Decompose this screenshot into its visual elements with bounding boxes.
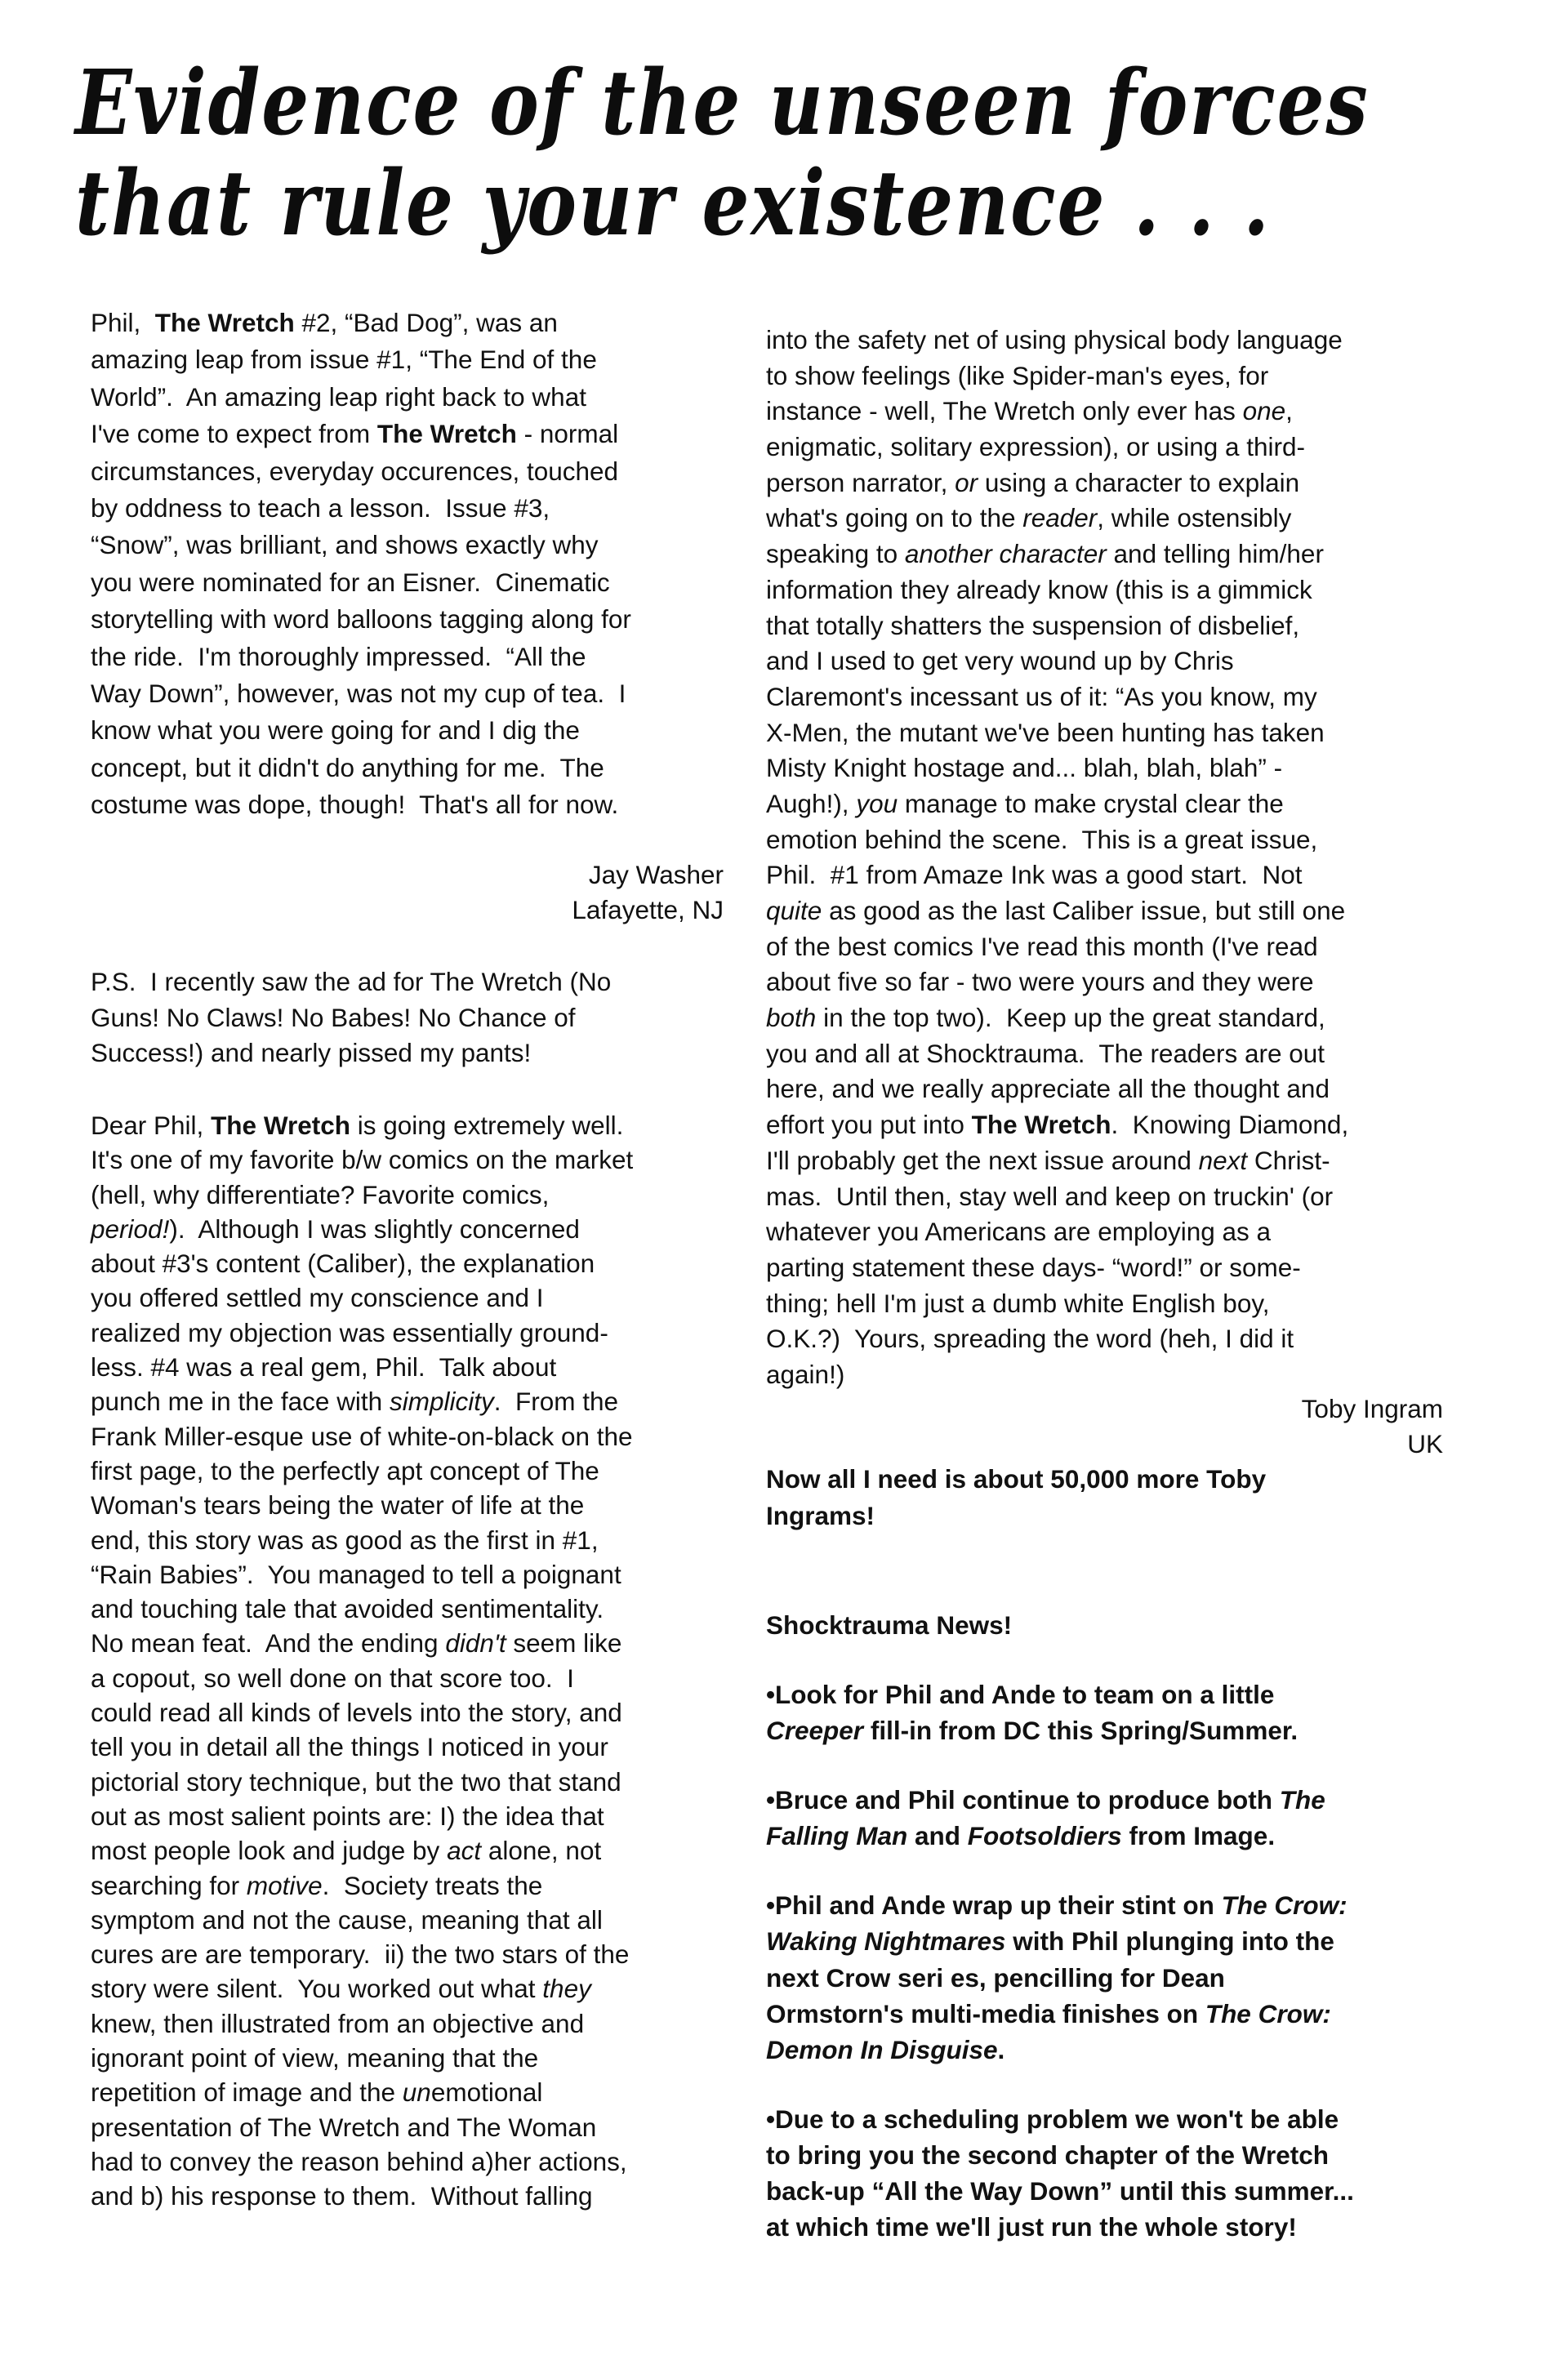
text-line bbox=[91, 1316, 633, 1350]
text-line bbox=[91, 1833, 633, 1868]
bold-text: The Wretch bbox=[971, 1110, 1111, 1140]
text-segment: out as most salient points are: I) the idea that bbox=[91, 1801, 604, 1831]
text-segment: P.S. I recently saw the ad for The Wretch (No bbox=[91, 967, 612, 996]
text-segment: searching for bbox=[91, 1870, 247, 1900]
text-segment: No mean feat. And the ending bbox=[91, 1628, 446, 1659]
text-line bbox=[766, 964, 1348, 1000]
text-line bbox=[91, 1212, 633, 1246]
text-line bbox=[91, 453, 631, 490]
italic-text: motive bbox=[246, 1870, 323, 1900]
text-segment: here, and we really appreciate all the thought and bbox=[766, 1074, 1330, 1104]
text-line bbox=[91, 786, 631, 823]
text-segment: fill-in from DC this Spring/Summer. bbox=[863, 1716, 1298, 1745]
text-segment: cures are are temporary. ii) the two stars of the bbox=[91, 1939, 630, 1970]
text-segment: by oddness to teach a lesson. Issue #3, bbox=[91, 492, 550, 523]
text-segment: with Phil plunging into the bbox=[1005, 1926, 1334, 1957]
text-line bbox=[766, 643, 1348, 679]
text-line bbox=[91, 2144, 633, 2179]
text-segment: manage to make crystal clear the bbox=[898, 788, 1284, 818]
text-segment: and I used to get very wound up by Chris bbox=[766, 646, 1234, 676]
text-line bbox=[766, 465, 1348, 501]
text-line bbox=[91, 1937, 633, 1971]
text-line bbox=[766, 1461, 1266, 1498]
italic-text: Footsoldiers bbox=[967, 1821, 1122, 1850]
text-line bbox=[766, 2209, 1354, 2245]
italic-text: Waking Nightmares bbox=[766, 1926, 1006, 1957]
italic-text: both bbox=[766, 1003, 817, 1033]
text-line bbox=[766, 2173, 1354, 2209]
text-segment: •Phil and Ande wrap up their stint on bbox=[766, 1890, 1222, 1920]
text-line bbox=[91, 2179, 633, 2213]
text-line bbox=[91, 1142, 633, 1177]
text-line bbox=[91, 1350, 633, 1384]
text-segment: #2, “Bad Dog”, was an bbox=[294, 308, 558, 337]
text-line bbox=[766, 1498, 1266, 1534]
text-line bbox=[766, 537, 1348, 572]
text-line bbox=[766, 1887, 1348, 1923]
text-segment: into the safety net of using physical body language bbox=[766, 325, 1343, 354]
text-line bbox=[766, 1286, 1348, 1322]
text-segment: storytelling with word balloons tagging along for bbox=[91, 604, 631, 635]
text-line bbox=[766, 1712, 1298, 1748]
italic-text: didn't bbox=[445, 1628, 506, 1659]
text-segment: Woman's tears being the water of life at the bbox=[91, 1490, 585, 1521]
text-segment: •Look for Phil and Ande to team on a little bbox=[766, 1680, 1275, 1709]
text-line bbox=[766, 1321, 1348, 1357]
text-line bbox=[766, 1923, 1348, 1959]
text-line bbox=[91, 1903, 633, 1937]
text-segment: repetition of image and the bbox=[91, 2077, 403, 2108]
text-segment: circumstances, everyday occurences, touched bbox=[91, 456, 619, 486]
text-line bbox=[91, 675, 631, 712]
text-line bbox=[766, 1996, 1348, 2032]
italic-text: simplicity bbox=[389, 1387, 494, 1417]
text-segment: and telling him/her bbox=[1106, 539, 1324, 569]
italic-text: Falling Man bbox=[766, 1821, 908, 1850]
text-segment: Shocktrauma News! bbox=[766, 1610, 1013, 1640]
text-line bbox=[91, 305, 631, 341]
italic-text: another character bbox=[904, 539, 1107, 569]
text-line bbox=[91, 1868, 633, 1903]
text-segment: O.K.?) Yours, spreading the word (heh, I did it bbox=[766, 1324, 1294, 1354]
italic-text: they bbox=[542, 1974, 591, 2004]
text-segment: Success!) and nearly pissed my pants! bbox=[91, 1038, 532, 1067]
text-segment: Claremont's incessant us of it: “As you know, my bbox=[766, 681, 1317, 711]
headline-line-1: Evidence of the unseen forces bbox=[75, 51, 1370, 156]
text-segment: realized my objection was essentially ground- bbox=[91, 1317, 608, 1347]
text-line bbox=[766, 857, 1348, 893]
news-item-3 bbox=[766, 1887, 1348, 2068]
text-segment: speaking to bbox=[766, 539, 905, 569]
text-segment: a copout, so well done on that score too. I bbox=[91, 1663, 574, 1693]
text-line bbox=[766, 1179, 1348, 1215]
text-line bbox=[91, 1280, 633, 1315]
text-segment: Augh!), bbox=[766, 788, 857, 818]
text-segment: ignorant point of view, meaning that the bbox=[91, 2043, 539, 2073]
text-line bbox=[766, 323, 1348, 358]
news-item-1 bbox=[766, 1676, 1298, 1748]
text-segment: presentation of The Wretch and The Woman bbox=[91, 2112, 597, 2142]
text-segment: and touching tale that avoided sentimentality. bbox=[91, 1594, 604, 1624]
text-segment: next Crow seri es, pencilling for Dean bbox=[766, 1962, 1225, 1993]
text-segment: . Society treats the bbox=[322, 1870, 543, 1900]
text-segment: is going extremely well. bbox=[350, 1111, 624, 1140]
text-line bbox=[766, 1607, 1012, 1643]
text-line bbox=[766, 1000, 1348, 1036]
text-segment: •Bruce and Phil continue to produce both bbox=[766, 1785, 1280, 1815]
text-line bbox=[91, 1765, 633, 1799]
text-line bbox=[766, 1676, 1298, 1712]
text-segment: end, this story was as good as the first in #1, bbox=[91, 1525, 599, 1555]
text-segment: pictorial story technique, but the two that stand bbox=[91, 1766, 621, 1797]
text-line bbox=[766, 1357, 1348, 1393]
bold-text: The Wretch bbox=[154, 308, 295, 337]
text-line bbox=[91, 1626, 633, 1660]
text-line bbox=[91, 1246, 633, 1280]
text-line bbox=[766, 1818, 1325, 1854]
text-segment: know what you were going for and I dig the bbox=[91, 715, 580, 746]
text-line bbox=[91, 416, 631, 452]
text-segment: the ride. I'm thoroughly impressed. “All the bbox=[91, 641, 586, 671]
text-segment: instance - well, The Wretch only ever has bbox=[766, 396, 1243, 426]
text-line bbox=[766, 750, 1348, 786]
text-segment: back-up “All the Way Down” until this summer... bbox=[766, 2176, 1354, 2206]
italic-text: Creeper bbox=[766, 1716, 864, 1745]
text-line bbox=[766, 893, 1348, 929]
text-segment: Frank Miller-esque use of white-on-black on the bbox=[91, 1421, 633, 1451]
text-line bbox=[91, 1557, 633, 1592]
text-segment: emotion behind the scene. This is a great issue, bbox=[766, 824, 1318, 854]
letter-1 bbox=[91, 305, 631, 823]
italic-text: The bbox=[1279, 1785, 1325, 1815]
text-segment: you offered settled my conscience and I bbox=[91, 1283, 544, 1313]
news-item-2 bbox=[766, 1782, 1325, 1854]
text-line bbox=[766, 1071, 1348, 1107]
text-line bbox=[91, 1971, 633, 2006]
text-line bbox=[766, 679, 1348, 715]
text-line bbox=[1302, 1427, 1443, 1462]
text-line bbox=[766, 501, 1348, 537]
text-line bbox=[766, 1107, 1348, 1143]
italic-text: Demon In Disguise bbox=[766, 2035, 998, 2065]
text-line bbox=[91, 1178, 633, 1212]
text-line bbox=[91, 490, 631, 527]
italic-text: un bbox=[402, 2077, 431, 2108]
text-segment: , while ostensibly bbox=[1097, 503, 1292, 533]
text-line bbox=[91, 750, 631, 786]
text-segment: enigmatic, solitary expression), or using a third- bbox=[766, 432, 1306, 462]
text-segment: from Image. bbox=[1121, 1821, 1276, 1850]
text-segment: information they already know (this is a gimmick bbox=[766, 574, 1312, 604]
text-segment: about five so far - two were yours and they were bbox=[766, 967, 1314, 997]
text-segment: what's going on to the bbox=[766, 503, 1023, 533]
text-line bbox=[766, 1036, 1348, 1072]
text-segment: •Due to a scheduling problem we won't be able bbox=[766, 2104, 1339, 2134]
text-segment: Toby Ingram bbox=[1301, 1394, 1443, 1423]
bold-text: The Wretch bbox=[376, 419, 517, 449]
text-segment: of the best comics I've read this month (I've read bbox=[766, 931, 1318, 961]
text-segment: symptom and not the cause, meaning that all bbox=[91, 1904, 603, 1935]
text-segment: (hell, why differentiate? Favorite comics, bbox=[91, 1179, 550, 1209]
text-segment: again!) bbox=[766, 1359, 845, 1389]
text-segment: Lafayette, NJ bbox=[572, 895, 724, 924]
text-segment: in the top two). Keep up the great standard, bbox=[816, 1003, 1325, 1033]
text-line bbox=[766, 572, 1348, 608]
text-segment: , bbox=[1285, 396, 1293, 426]
text-segment: “Rain Babies”. You managed to tell a poignant bbox=[91, 1559, 621, 1589]
text-segment: - normal bbox=[516, 419, 619, 449]
italic-text: one bbox=[1242, 396, 1286, 426]
text-line bbox=[91, 1384, 633, 1418]
text-segment: at which time we'll just run the whole story! bbox=[766, 2212, 1297, 2242]
text-line bbox=[766, 2101, 1354, 2137]
text-line bbox=[766, 608, 1348, 644]
text-line bbox=[572, 893, 724, 928]
text-line bbox=[91, 964, 611, 1000]
text-line bbox=[91, 2110, 633, 2144]
text-line bbox=[91, 2075, 633, 2109]
text-segment: most people look and judge by bbox=[91, 1836, 448, 1866]
text-line bbox=[91, 1799, 633, 1833]
bold-text: The Wretch bbox=[211, 1111, 351, 1140]
text-line bbox=[766, 786, 1348, 822]
italic-text: period! bbox=[91, 1213, 170, 1244]
text-line bbox=[91, 1661, 633, 1695]
text-line bbox=[91, 1419, 633, 1454]
text-segment: and b) his response to them. Without falling bbox=[91, 2181, 593, 2211]
text-segment: costume was dope, though! That's all for now. bbox=[91, 790, 619, 820]
text-line bbox=[766, 430, 1348, 465]
news-item-4 bbox=[766, 2101, 1354, 2245]
text-line bbox=[91, 564, 631, 601]
text-line bbox=[766, 394, 1348, 430]
italic-text: or bbox=[955, 467, 978, 497]
italic-text: act bbox=[447, 1836, 482, 1866]
text-line bbox=[91, 2041, 633, 2075]
text-line bbox=[91, 379, 631, 416]
text-line bbox=[766, 822, 1348, 858]
text-line bbox=[91, 1592, 633, 1626]
text-line bbox=[91, 1454, 633, 1488]
text-segment: ). Although I was slightly concerned bbox=[169, 1213, 580, 1244]
text-segment: . From the bbox=[493, 1387, 619, 1417]
italic-text: next bbox=[1198, 1145, 1248, 1175]
italic-text: The Crow: bbox=[1205, 1998, 1331, 2028]
text-line bbox=[572, 857, 724, 893]
text-line bbox=[766, 1250, 1348, 1286]
text-segment: person narrator, bbox=[766, 467, 956, 497]
text-segment: you were nominated for an Eisner. Cinematic bbox=[91, 567, 610, 597]
text-line bbox=[766, 1782, 1325, 1818]
text-line bbox=[766, 1214, 1348, 1250]
text-segment: effort you put into bbox=[766, 1110, 972, 1140]
text-line bbox=[91, 341, 631, 378]
text-segment: about #3's content (Caliber), the explanation bbox=[91, 1249, 595, 1279]
text-segment: to show feelings (like Spider-man's eyes, for bbox=[766, 360, 1269, 390]
text-line bbox=[766, 1960, 1348, 1996]
text-segment: “Snow”, was brilliant, and shows exactly why bbox=[91, 530, 599, 560]
text-segment: amazing leap from issue #1, “The End of the bbox=[91, 345, 597, 375]
text-segment: had to convey the reason behind a)her actions, bbox=[91, 2146, 627, 2176]
text-line bbox=[91, 1035, 611, 1071]
text-segment: I've come to expect from bbox=[91, 419, 377, 449]
text-segment: Jay Washer bbox=[588, 860, 724, 889]
text-line bbox=[766, 2137, 1354, 2173]
text-segment: using a character to explain bbox=[978, 467, 1300, 497]
text-segment: you and all at Shocktrauma. The readers are out bbox=[766, 1038, 1325, 1068]
text-segment: . bbox=[997, 2035, 1005, 2065]
text-segment: thing; hell I'm just a dumb white English boy, bbox=[766, 1288, 1270, 1318]
text-line bbox=[91, 2006, 633, 2041]
text-line bbox=[91, 1108, 633, 1142]
text-segment: could read all kinds of levels into the story, and bbox=[91, 1698, 622, 1728]
text-segment: It's one of my favorite b/w comics on the market bbox=[91, 1145, 634, 1175]
text-segment: Now all I need is about 50,000 more Toby bbox=[766, 1464, 1267, 1494]
text-line bbox=[91, 527, 631, 563]
text-segment: concept, but it didn't do anything for me. The bbox=[91, 752, 604, 782]
italic-text: quite bbox=[766, 896, 822, 925]
text-line bbox=[766, 1143, 1348, 1179]
text-line bbox=[91, 1730, 633, 1764]
text-line bbox=[91, 712, 631, 749]
text-line bbox=[91, 1000, 611, 1036]
text-segment: Ormstorn's multi-media finishes on bbox=[766, 1998, 1205, 2028]
letter-2-continued bbox=[766, 323, 1348, 1393]
text-segment: Misty Knight hostage and... blah, blah, blah” - bbox=[766, 753, 1283, 783]
text-line bbox=[91, 601, 631, 638]
text-segment: Christ- bbox=[1247, 1145, 1330, 1175]
text-segment: Phil. #1 from Amaze Ink was a good start. Not bbox=[766, 860, 1303, 890]
text-segment: World”. An amazing leap right back to what bbox=[91, 381, 586, 412]
text-segment: that totally shatters the suspension of disbelief, bbox=[766, 610, 1300, 640]
text-segment: first page, to the perfectly apt concept of The bbox=[91, 1455, 599, 1485]
text-segment: mas. Until then, stay well and keep on truckin' (or bbox=[766, 1181, 1334, 1211]
text-segment: as good as the last Caliber issue, but still one bbox=[822, 896, 1346, 925]
text-line bbox=[1302, 1392, 1443, 1427]
news-heading bbox=[766, 1607, 1012, 1643]
signature-2 bbox=[1302, 1392, 1443, 1462]
text-segment: less. #4 was a real gem, Phil. Talk about bbox=[91, 1352, 557, 1383]
italic-text: The Crow: bbox=[1221, 1890, 1348, 1920]
text-line bbox=[766, 715, 1348, 751]
text-segment: Ingrams! bbox=[766, 1501, 875, 1530]
text-segment: UK bbox=[1407, 1429, 1443, 1458]
text-segment: and bbox=[907, 1821, 968, 1850]
text-segment: emotional bbox=[430, 2077, 543, 2108]
text-line bbox=[91, 1523, 633, 1557]
letter-2 bbox=[91, 1108, 633, 2214]
text-line bbox=[766, 358, 1348, 394]
text-segment: Dear Phil, bbox=[91, 1111, 212, 1140]
text-segment: to bring you the second chapter of the Wretch bbox=[766, 2140, 1329, 2170]
text-segment: story were silent. You worked out what bbox=[91, 1974, 543, 2004]
postscript bbox=[91, 964, 611, 1071]
text-segment: Guns! No Claws! No Babes! No Chance of bbox=[91, 1002, 576, 1032]
text-line bbox=[766, 2032, 1348, 2068]
headline-line-2: that rule your existence . . . bbox=[75, 151, 1271, 256]
text-line bbox=[91, 1488, 633, 1522]
editor-reply bbox=[766, 1461, 1266, 1534]
text-segment: . Knowing Diamond, bbox=[1111, 1110, 1349, 1140]
signature-1 bbox=[572, 857, 724, 928]
text-line bbox=[91, 1695, 633, 1730]
text-segment: I'll probably get the next issue around bbox=[766, 1145, 1199, 1175]
text-segment: parting statement these days- “word!” or some- bbox=[766, 1252, 1301, 1282]
text-segment: punch me in the face with bbox=[91, 1387, 390, 1417]
text-line bbox=[91, 639, 631, 675]
text-segment: whatever you Americans are employing as a bbox=[766, 1217, 1272, 1247]
text-segment: X-Men, the mutant we've been hunting has taken bbox=[766, 717, 1325, 747]
text-segment: knew, then illustrated from an objective and bbox=[91, 2008, 585, 2038]
text-segment: tell you in detail all the things I noticed in your bbox=[91, 1732, 608, 1762]
italic-text: reader bbox=[1022, 503, 1098, 533]
text-line bbox=[766, 929, 1348, 965]
text-segment: alone, not bbox=[481, 1836, 602, 1866]
italic-text: you bbox=[856, 788, 898, 818]
text-segment: Way Down”, however, was not my cup of tea. I bbox=[91, 678, 626, 708]
text-segment: Phil, bbox=[91, 308, 155, 337]
text-segment: seem like bbox=[506, 1628, 622, 1659]
